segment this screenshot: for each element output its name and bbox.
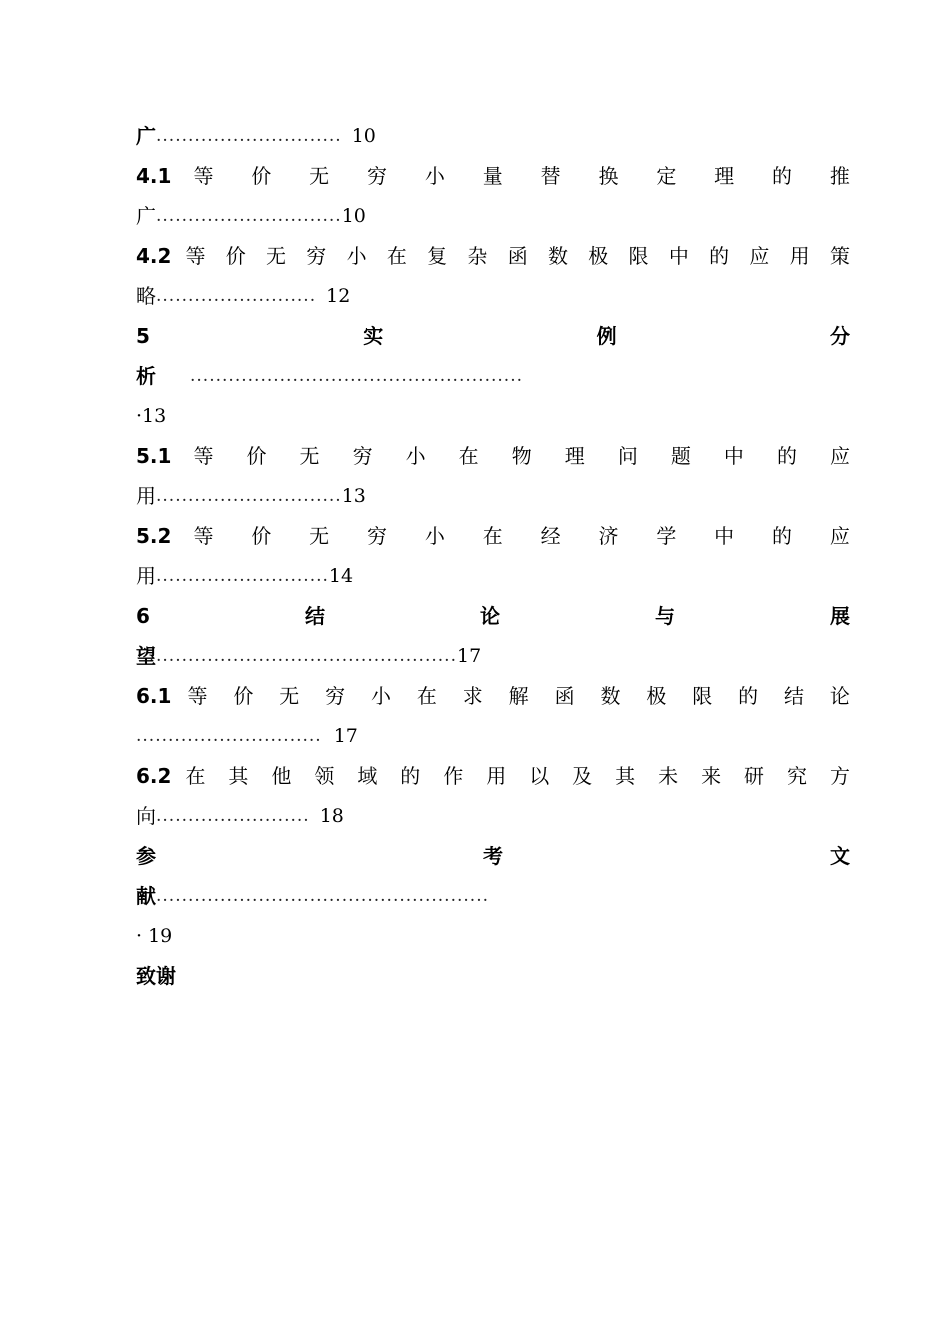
toc-entry-char: 价 — [225, 244, 246, 268]
toc-entry-char: 的 — [738, 684, 759, 708]
toc-entry-text: 析 — [136, 364, 156, 388]
toc-entry-char: 考 — [483, 844, 503, 868]
toc-entry-char: 函 — [507, 244, 528, 268]
toc-entry-char: 及 — [572, 764, 593, 788]
toc-entry-char: 作 — [443, 764, 464, 788]
toc-entry-char: 以 — [529, 764, 550, 788]
toc-entry-char: 极 — [588, 244, 609, 268]
toc-entry-char: 物 — [511, 444, 532, 468]
toc-entry-char: 数 — [600, 684, 621, 708]
toc-entry-char: 用 — [486, 764, 507, 788]
toc-entry-char: 等 — [187, 684, 208, 708]
toc-entry-char: 域 — [357, 764, 378, 788]
toc-entry-char: 价 — [233, 684, 254, 708]
toc-entry-references-page — [136, 916, 850, 956]
toc-entry-char: 策 — [829, 244, 850, 268]
toc-entry-text: 用 — [136, 564, 156, 588]
toc-entry-char: 题 — [670, 444, 691, 468]
toc-leader-dots: ........................... — [156, 566, 329, 586]
toc-entry-char: 价 — [251, 164, 272, 188]
toc-entry-char: 量 — [482, 164, 503, 188]
toc-entry-5[interactable] — [136, 316, 850, 356]
toc-entry-4-2-tail[interactable] — [136, 276, 850, 316]
toc-entry-char: 无 — [279, 684, 300, 708]
toc-entry-5-1[interactable] — [136, 436, 850, 476]
toc-page-number: · 19 — [136, 925, 173, 947]
toc-entry-6-1-tail[interactable] — [136, 716, 850, 756]
toc-entry-char: 结 — [304, 604, 325, 628]
toc-leader-dots: ............................. — [156, 206, 342, 226]
toc-entry-char: 小 — [346, 244, 367, 268]
toc-entry-5-tail[interactable] — [136, 356, 850, 396]
toc-entry-number: 5.1 — [136, 444, 172, 468]
toc-leader-dots: ............................. — [156, 126, 342, 146]
toc-entry-number: 4.2 — [136, 244, 172, 268]
toc-entry-char: 穷 — [306, 244, 327, 268]
toc-entry-text: 向 — [136, 804, 156, 828]
toc-page-number: 17 — [456, 645, 482, 667]
toc-entry-char: 参 — [136, 844, 156, 868]
toc-entry-char: 杂 — [467, 244, 488, 268]
toc-entry-char: 分 — [830, 324, 850, 348]
toc-entry-5-2[interactable] — [136, 516, 850, 556]
toc-entry-char: 等 — [193, 164, 214, 188]
toc-entry-char: 的 — [709, 244, 730, 268]
toc-entry-char: 无 — [266, 244, 286, 268]
toc-entry-char: 学 — [656, 524, 677, 548]
toc-entry-char: 的 — [400, 764, 421, 788]
toc-entry-char: 理 — [714, 164, 735, 188]
toc-entry-char: 限 — [692, 684, 713, 708]
toc-entry-number: 6.2 — [136, 764, 172, 788]
toc-entry-char: 的 — [776, 444, 797, 468]
toc-entry-char: 极 — [646, 684, 667, 708]
toc-entry-6-1[interactable] — [136, 676, 850, 716]
toc-entry-char: 应 — [749, 244, 770, 268]
toc-entry-char: 函 — [554, 684, 575, 708]
toc-entry-char: 等 — [193, 524, 214, 548]
toc-entry-char: 问 — [617, 444, 638, 468]
toc-entry-text: 广 — [136, 124, 156, 148]
toc-entry-acknowledgements[interactable] — [136, 956, 850, 996]
toc-entry-char: 穷 — [367, 524, 388, 548]
toc-entry-char: 经 — [540, 524, 561, 548]
toc-entry-char: 穷 — [325, 684, 346, 708]
toc-page-number: ·13 — [136, 405, 167, 427]
toc-entry-char: 论 — [479, 604, 500, 628]
toc-entry-char: 小 — [371, 684, 391, 708]
toc-entry-char: 复 — [427, 244, 448, 268]
toc-entry-4-2[interactable] — [136, 236, 850, 276]
toc-leader-dots: .................................................... — [190, 366, 523, 386]
toc-entry-char: 在 — [416, 684, 437, 708]
toc-entry-char: 其 — [615, 764, 636, 788]
toc-entry-4-tail[interactable] — [136, 116, 850, 156]
toc-entry-char: 解 — [508, 684, 529, 708]
toc-entry-text: 广 — [136, 204, 156, 228]
toc-entry-references-tail[interactable] — [136, 876, 850, 916]
toc-entry-char: 推 — [829, 164, 850, 188]
toc-entry-char: 理 — [564, 444, 585, 468]
toc-entry-char: 应 — [830, 444, 850, 468]
toc-entry-char: 论 — [829, 684, 850, 708]
toc-entry-char: 的 — [772, 524, 793, 548]
toc-entry-char: 他 — [271, 764, 292, 788]
toc-entry-char: 领 — [314, 764, 335, 788]
toc-page-number: 18 — [319, 805, 344, 827]
toc-entry-char: 的 — [772, 164, 793, 188]
toc-entry-char: 限 — [628, 244, 649, 268]
toc-entry-text: 望 — [136, 644, 156, 668]
toc-entry-char: 小 — [405, 444, 426, 468]
toc-entry-5-page — [136, 396, 850, 436]
toc-entry-6-2-tail[interactable] — [136, 796, 850, 836]
toc-entry-char: 等 — [185, 244, 206, 268]
toc-entry-char: 在 — [482, 524, 503, 548]
toc-entry-char: 小 — [424, 524, 445, 548]
toc-entry-4-1-tail[interactable] — [136, 196, 850, 236]
toc-entry-char: 价 — [251, 524, 272, 548]
toc-entry-char: 换 — [598, 164, 619, 188]
toc-entry-text: 略 — [136, 284, 156, 308]
toc-entry-char: 与 — [654, 604, 675, 628]
toc-entry-char: 无 — [309, 524, 330, 548]
toc-entry-char: 未 — [658, 764, 679, 788]
toc-entry-char: 中 — [723, 444, 744, 468]
toc-leader-dots: ........................ — [156, 806, 310, 826]
toc-entry-char: 求 — [462, 684, 483, 708]
toc-entry-text: 致谢 — [136, 964, 176, 988]
toc-page-number: 10 — [341, 205, 366, 227]
toc-entry-4-1[interactable] — [136, 156, 850, 196]
toc-entry-char: 无 — [309, 164, 330, 188]
toc-entry-char: 无 — [299, 444, 320, 468]
toc-leader-dots: ............................. — [136, 726, 322, 746]
toc-entry-number: 4.1 — [136, 164, 172, 188]
toc-entry-char: 展 — [829, 604, 850, 628]
toc-page-number: 17 — [333, 725, 358, 747]
toc-entry-char: 究 — [787, 764, 807, 788]
toc-entry-char: 在 — [386, 244, 407, 268]
toc-page-number: 12 — [326, 285, 351, 307]
toc-entry-char: 穷 — [352, 444, 373, 468]
toc-entry-number: 6 — [136, 604, 150, 628]
toc-entry-text: 献 — [136, 884, 156, 908]
toc-entry-char: 定 — [656, 164, 677, 188]
toc-entry-number: 5 — [136, 324, 150, 348]
toc-entry-char: 实 — [363, 324, 384, 348]
toc-leader-dots: .................................................... — [156, 886, 489, 906]
toc-entry-6-tail[interactable] — [136, 636, 850, 676]
toc-entry-char: 用 — [789, 244, 810, 268]
toc-entry-number: 5.2 — [136, 524, 172, 548]
toc-entry-char: 其 — [228, 764, 249, 788]
toc-page-number: 14 — [328, 565, 354, 587]
toc-entry-char: 在 — [458, 444, 479, 468]
toc-entry-char: 结 — [784, 684, 805, 708]
toc-leader-dots: ............................. — [156, 486, 342, 506]
toc-entry-char: 中 — [714, 524, 735, 548]
toc-entry-text: 用 — [136, 484, 156, 508]
toc-entry-references[interactable] — [136, 836, 850, 876]
toc-entry-char: 替 — [540, 164, 561, 188]
toc-entry-char: 等 — [193, 444, 214, 468]
toc-leader-dots: ............................................... — [156, 646, 457, 666]
toc-entry-char: 应 — [829, 524, 850, 548]
toc-leader-dots: ......................... — [156, 286, 317, 306]
toc-page-number: 13 — [341, 485, 366, 507]
toc-entry-char: 方 — [829, 764, 850, 788]
toc-entry-char: 价 — [246, 444, 267, 468]
toc-entry-char: 数 — [547, 244, 568, 268]
toc-entry-6-2[interactable] — [136, 756, 850, 796]
toc-entry-char: 在 — [185, 764, 206, 788]
toc-entry-char: 来 — [701, 764, 722, 788]
toc-entry-char: 中 — [668, 244, 689, 268]
toc-entry-char: 例 — [596, 324, 617, 348]
toc-entry-number: 6.1 — [136, 684, 172, 708]
toc-entry-char: 济 — [598, 524, 619, 548]
toc-entry-char: 小 — [424, 164, 445, 188]
toc-page-number: 10 — [351, 125, 376, 147]
toc-entry-char: 文 — [830, 844, 850, 868]
toc-entry-char: 研 — [744, 764, 765, 788]
toc-entry-char: 穷 — [367, 164, 388, 188]
toc-entry-5-1-tail[interactable] — [136, 476, 850, 516]
toc-entry-6[interactable] — [136, 596, 850, 636]
toc-entry-5-2-tail[interactable] — [136, 556, 850, 596]
